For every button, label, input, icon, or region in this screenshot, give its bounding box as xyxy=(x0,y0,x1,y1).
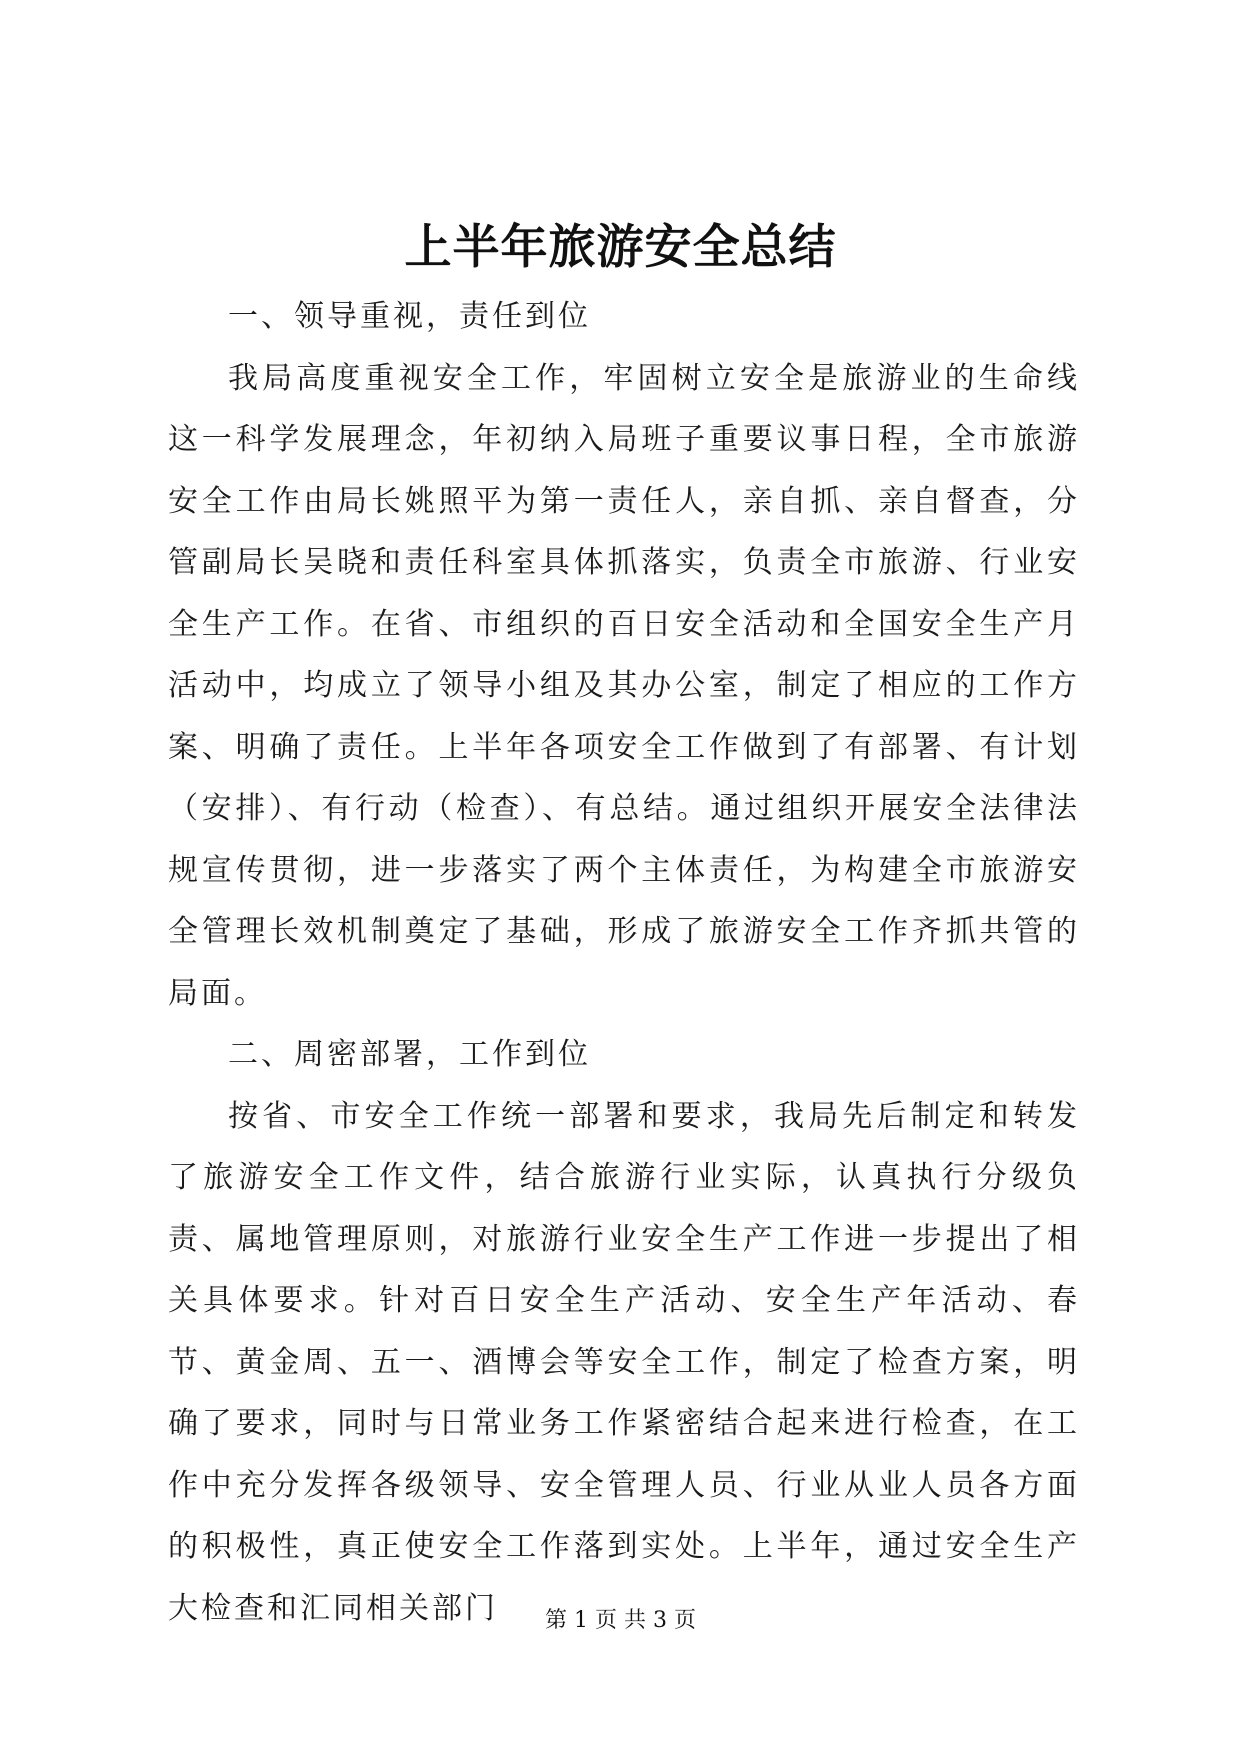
paragraph-2: 按省、市安全工作统一部署和要求，我局先后制定和转发了旅游安全工作文件，结合旅游行业实际，认真执行分级负责、属地管理原则，对旅游行业安全生产工作进一步提出了相关具体要求。针对百日安全生产活动、安全生产年活动、春节、黄金周、五一、酒博会等安全工作，制定了检查方案，明确了要求，同时与日常业务工作紧密结合起来进行检查，在工作中充分发挥各级领导、安全管理人员、行业从业人员各方面的积极性，真正使安全工作落到实处。上半年，通过安全生产大检查和汇同相关部门 xyxy=(168,1098,1080,1626)
page-number-footer: 第 1 页 共 3 页 xyxy=(545,1608,696,1633)
document-title: 上半年旅游安全总结 xyxy=(404,220,837,275)
paragraph-1: 我局高度重视安全工作，牢固树立安全是旅游业的生命线这一科学发展理念，年初纳入局班子重要议事日程，全市旅游安全工作由局长姚照平为第一责任人，亲自抓、亲自督查，分管副局长吴晓和责任科室具体抓落实，负责全市旅游、行业安全生产工作。在省、市组织的百日安全活动和全国安全生产月活动中，均成立了领导小组及其办公室，制定了相应的工作方案、明确了责任。上半年各项安全工作做到了有部署、有计划（安排）、有行动（检查）、有总结。通过组织开展安全法律法规宣传贯彻，进一步落实了两个主体责任，为构建全市旅游安全管理长效机制奠定了基础，形成了旅游安全工作齐抓共管的局面。 xyxy=(168,360,1080,1011)
section-heading-1: 一、领导重视，责任到位 xyxy=(228,299,591,334)
section-heading-2: 二、周密部署，工作到位 xyxy=(228,1037,591,1072)
document-body xyxy=(168,286,1080,1639)
